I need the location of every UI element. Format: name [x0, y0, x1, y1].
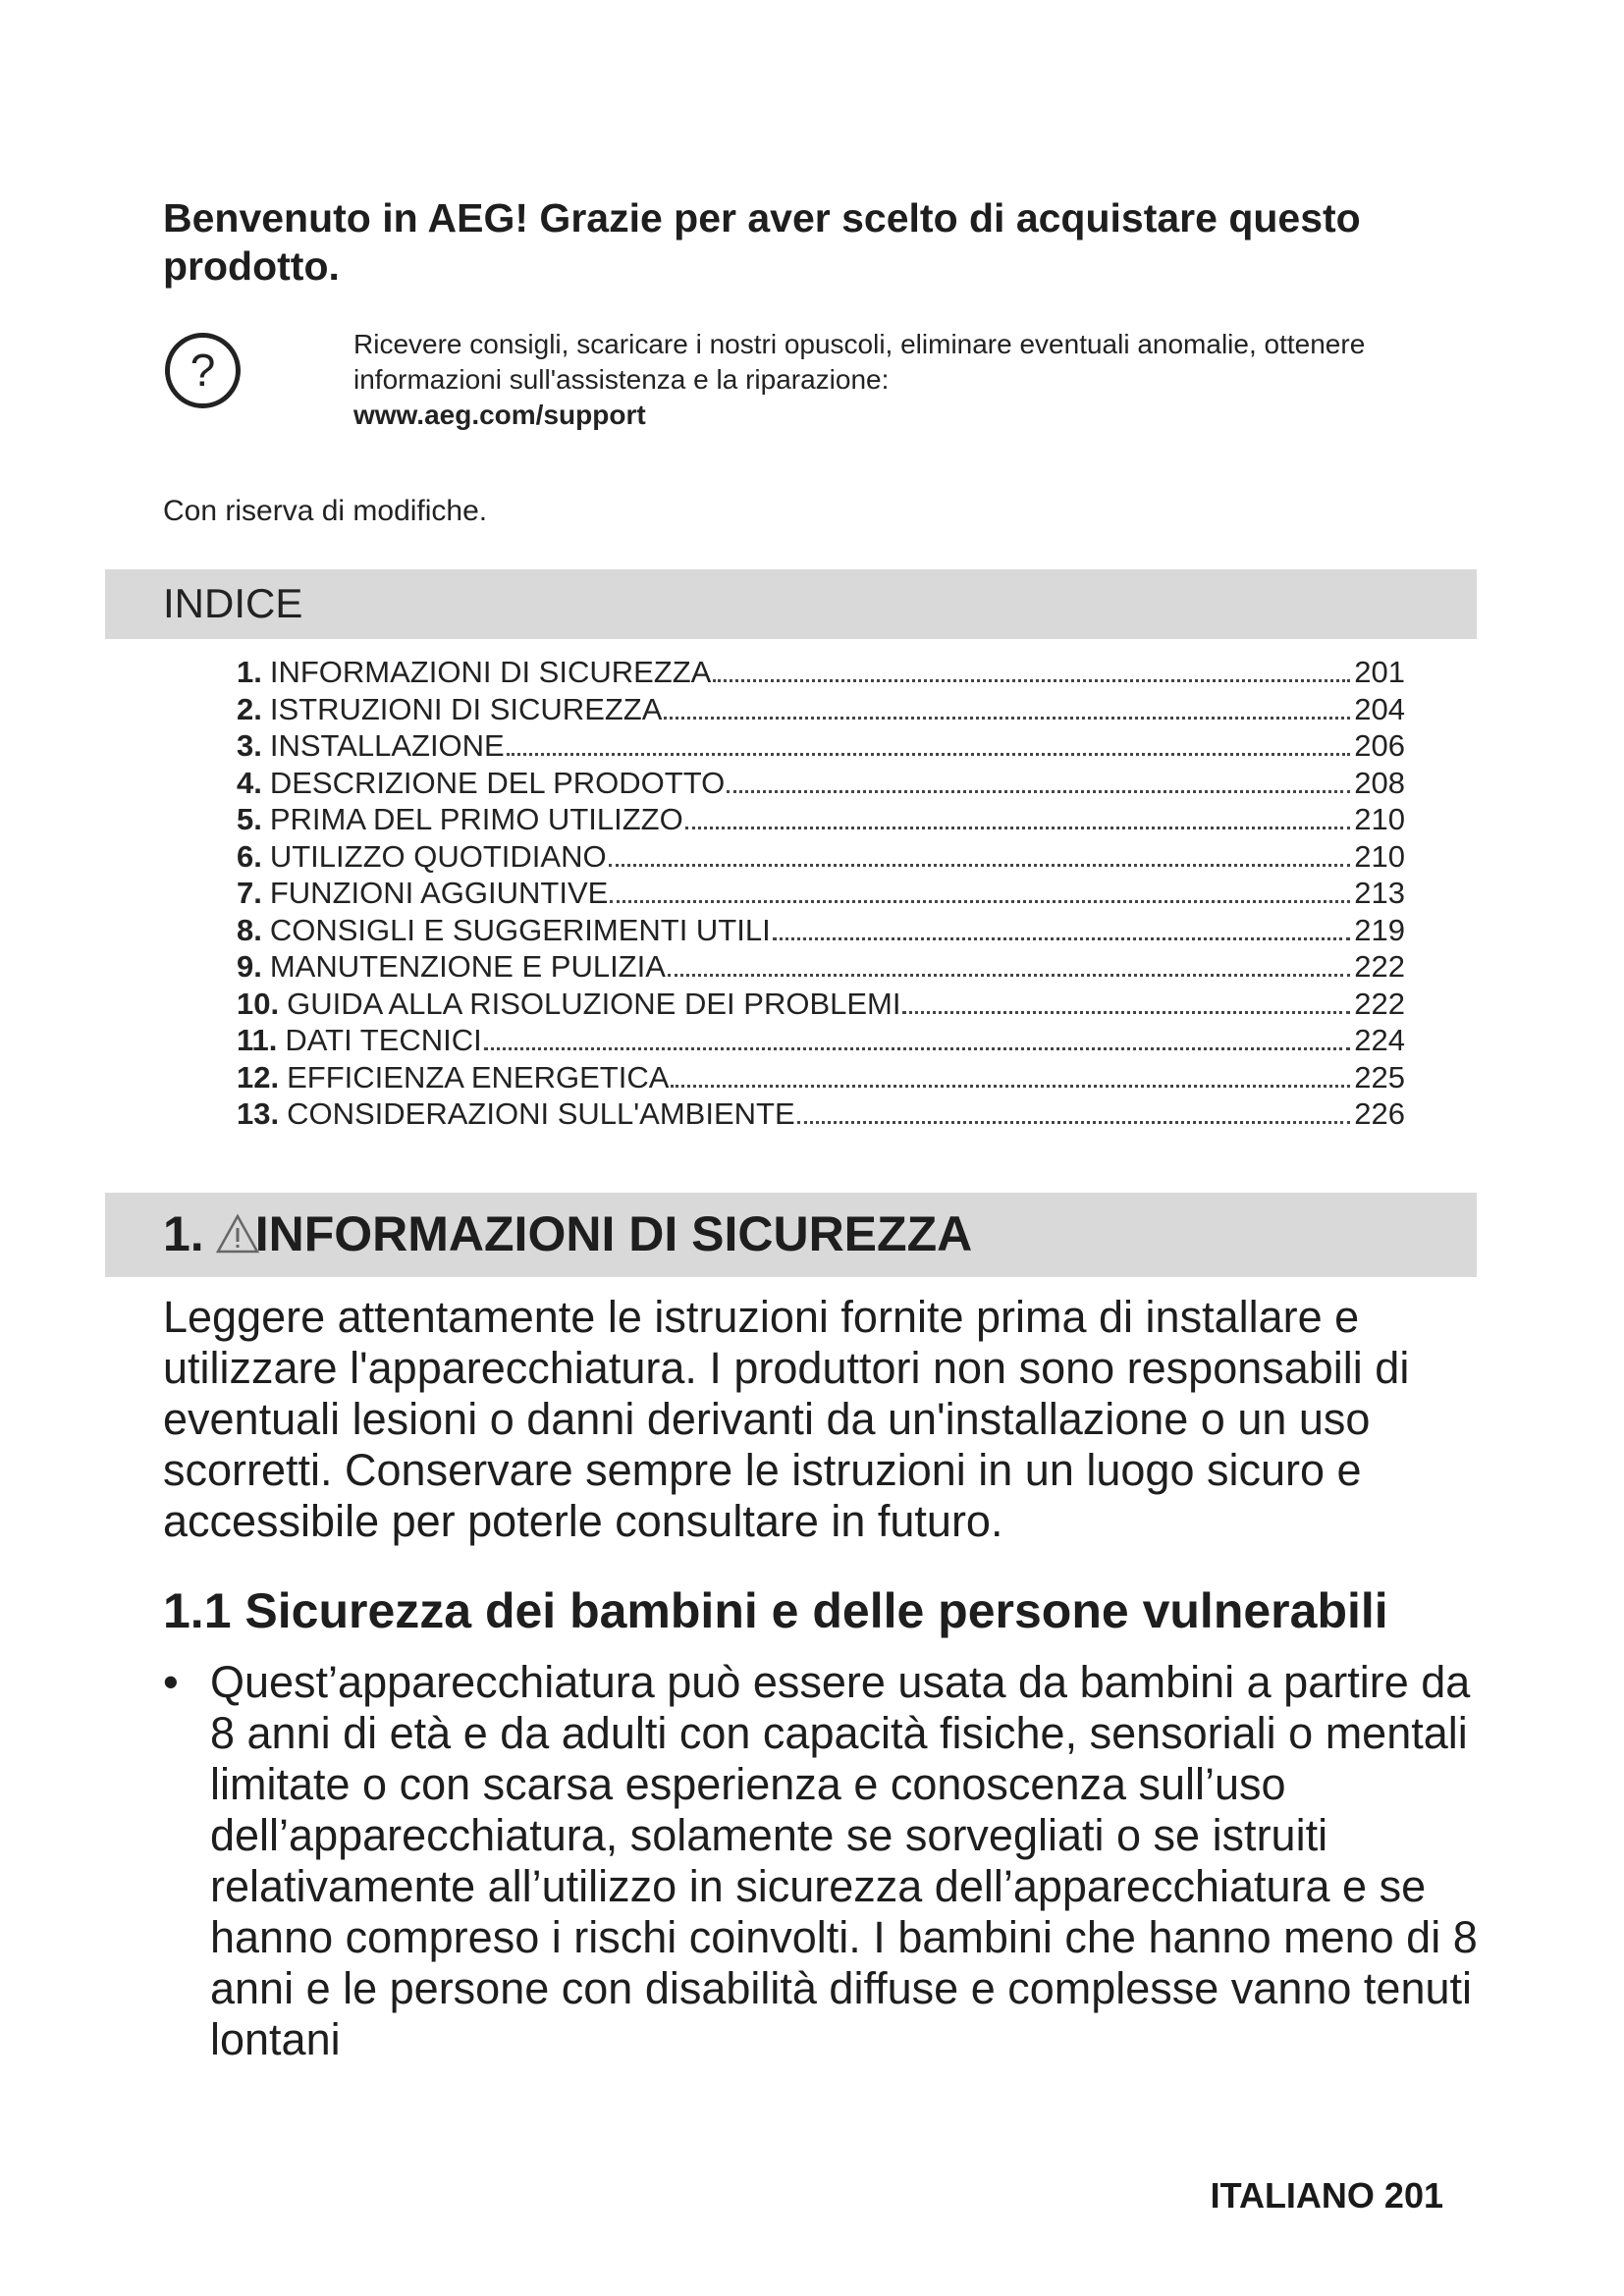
toc-entry[interactable] — [237, 1059, 1405, 1096]
toc-leader-dots — [685, 827, 1351, 829]
toc-entry[interactable] — [237, 912, 1405, 949]
toc-entry-number: 2. — [237, 691, 262, 726]
toc-banner — [105, 569, 1477, 639]
toc-entry-number: 3. — [237, 728, 262, 763]
toc-leader-dots — [610, 900, 1350, 903]
toc-entry-title: MANUTENZIONE E PULIZIA — [269, 949, 666, 984]
toc-entry[interactable] — [237, 1095, 1405, 1133]
subsection-title: 1.1 Sicurezza dei bambini e delle persone vulnerabili — [163, 1583, 1388, 1638]
toc-entry-page: 222 — [1354, 949, 1405, 984]
toc-entry-number: 1. — [237, 655, 262, 689]
bullet-mark: • — [163, 1657, 179, 1707]
toc-entry-page: 213 — [1354, 876, 1405, 910]
toc-entry[interactable] — [237, 838, 1405, 876]
toc-entry-number: 4. — [237, 765, 262, 800]
toc-entry[interactable] — [237, 801, 1405, 838]
support-link[interactable]: www.aeg.com/support — [353, 400, 646, 430]
list-item — [163, 1657, 1479, 2065]
toc-leader-dots — [713, 679, 1350, 682]
question-mark-circle-icon — [163, 331, 243, 410]
toc-entry-title: INFORMAZIONI DI SICUREZZA — [269, 655, 712, 689]
section-title — [163, 1205, 972, 1262]
toc-entry-title: ISTRUZIONI DI SICUREZZA — [269, 691, 663, 726]
toc-entry-page: 210 — [1354, 802, 1405, 836]
toc-entry-page: 225 — [1354, 1059, 1405, 1095]
toc-entry-title: FUNZIONI AGGIUNTIVE — [269, 876, 609, 910]
toc-leader-dots — [507, 753, 1351, 756]
section-heading: INFORMAZIONI DI SICUREZZA — [254, 1206, 973, 1261]
toc-heading: INDICE — [163, 580, 303, 626]
section-number: 1. — [163, 1206, 204, 1261]
toc-entry-title: PRIMA DEL PRIMO UTILIZZO — [269, 802, 683, 836]
toc-entry-title: DATI TECNICI — [285, 1023, 482, 1057]
toc-entry-page: 206 — [1354, 728, 1405, 763]
toc-entry-title: DESCRIZIONE DEL PRODOTTO — [269, 765, 726, 800]
toc-entry[interactable] — [237, 1022, 1405, 1059]
toc-leader-dots — [484, 1047, 1351, 1050]
toc-entry-title: EFFICIENZA ENERGETICA — [287, 1059, 670, 1095]
toc-entry-title: GUIDA ALLA RISOLUZIONE DEI PROBLEMI — [287, 986, 901, 1021]
toc-leader-dots — [773, 937, 1351, 940]
toc-entry-page: 222 — [1354, 986, 1405, 1021]
toc-entry[interactable] — [237, 727, 1405, 765]
toc-leader-dots — [727, 790, 1350, 793]
toc-entry-number: 13. — [237, 1096, 280, 1131]
support-info — [353, 327, 1483, 433]
toc-leader-dots — [609, 864, 1351, 867]
page-footer: ITALIANO 201 — [1210, 2175, 1443, 2216]
toc-entry-number: 8. — [237, 912, 262, 947]
bullet-text: Quest’apparecchiatura può essere usata da bambini a partire da 8 anni di età e da adulti con capacità fisiche, sensoriali o mentali limitate o con scarsa esperienza e conoscenza sull’uso dell’apparecchiatura, solamente se sorvegliati o se istruiti relativamente all’utilizzo in sicurezza dell’apparecchiatura e se hanno compreso i rischi coinvolti. I bambini che hanno meno di 8 anni e le persone con disabilità diffuse e complesse vanno tenuti lontani — [210, 1657, 1478, 2064]
toc-entry-page: 208 — [1354, 765, 1405, 800]
toc-entry-number: 12. — [237, 1059, 280, 1095]
toc-entry-page: 204 — [1354, 691, 1405, 726]
disclaimer: Con riserva di modifiche. — [163, 495, 488, 527]
toc-entry-page: 219 — [1354, 912, 1405, 947]
toc-entry-number: 5. — [237, 802, 262, 836]
toc-entry-title: UTILIZZO QUOTIDIANO — [269, 838, 607, 874]
toc-leader-dots — [668, 974, 1350, 977]
toc-entry[interactable] — [237, 875, 1405, 912]
table-of-contents — [237, 654, 1405, 1133]
toc-entry-number: 11. — [237, 1023, 278, 1057]
toc-entry[interactable] — [237, 986, 1405, 1023]
toc-entry-title: CONSIDERAZIONI SULL'AMBIENTE — [287, 1096, 795, 1131]
svg-text:?: ? — [189, 345, 216, 396]
welcome-title: Benvenuto in AEG! Grazie per aver scelto di acquistare questo prodotto. — [163, 195, 1361, 289]
toc-entry-page: 226 — [1354, 1096, 1405, 1131]
toc-entry-number: 6. — [237, 838, 262, 874]
toc-entry-page: 201 — [1354, 655, 1405, 689]
toc-leader-dots — [797, 1121, 1351, 1124]
toc-leader-dots — [671, 1085, 1350, 1088]
toc-entry[interactable] — [237, 948, 1405, 986]
toc-entry[interactable] — [237, 765, 1405, 802]
toc-entry-page: 224 — [1354, 1023, 1405, 1057]
section-intro: Leggere attentamente le istruzioni fornite prima di installare e utilizzare l'apparecchiatura. I produttori non sono responsabili di eventuali lesioni o danni derivanti da un'installazione o un uso scorretti. Conservare sempre le istruzioni in un luogo sicuro e accessibile per poterle consultare in futuro. — [163, 1292, 1410, 1546]
toc-entry-number: 10. — [237, 986, 280, 1021]
toc-entry-page: 210 — [1354, 838, 1405, 874]
support-text: Ricevere consigli, scaricare i nostri opuscoli, eliminare eventuali anomalie, ottenere informazioni sull'assistenza e la riparazione: — [353, 329, 1366, 395]
toc-entry-title: INSTALLAZIONE — [269, 728, 505, 763]
toc-entry[interactable] — [237, 654, 1405, 691]
toc-entry-number: 9. — [237, 949, 262, 984]
warning-triangle-icon — [214, 1212, 261, 1255]
toc-leader-dots — [664, 717, 1350, 720]
toc-entry-number: 7. — [237, 876, 262, 910]
toc-leader-dots — [902, 1011, 1350, 1014]
toc-entry[interactable] — [237, 691, 1405, 728]
toc-entry-title: CONSIGLI E SUGGERIMENTI UTILI — [269, 912, 771, 947]
